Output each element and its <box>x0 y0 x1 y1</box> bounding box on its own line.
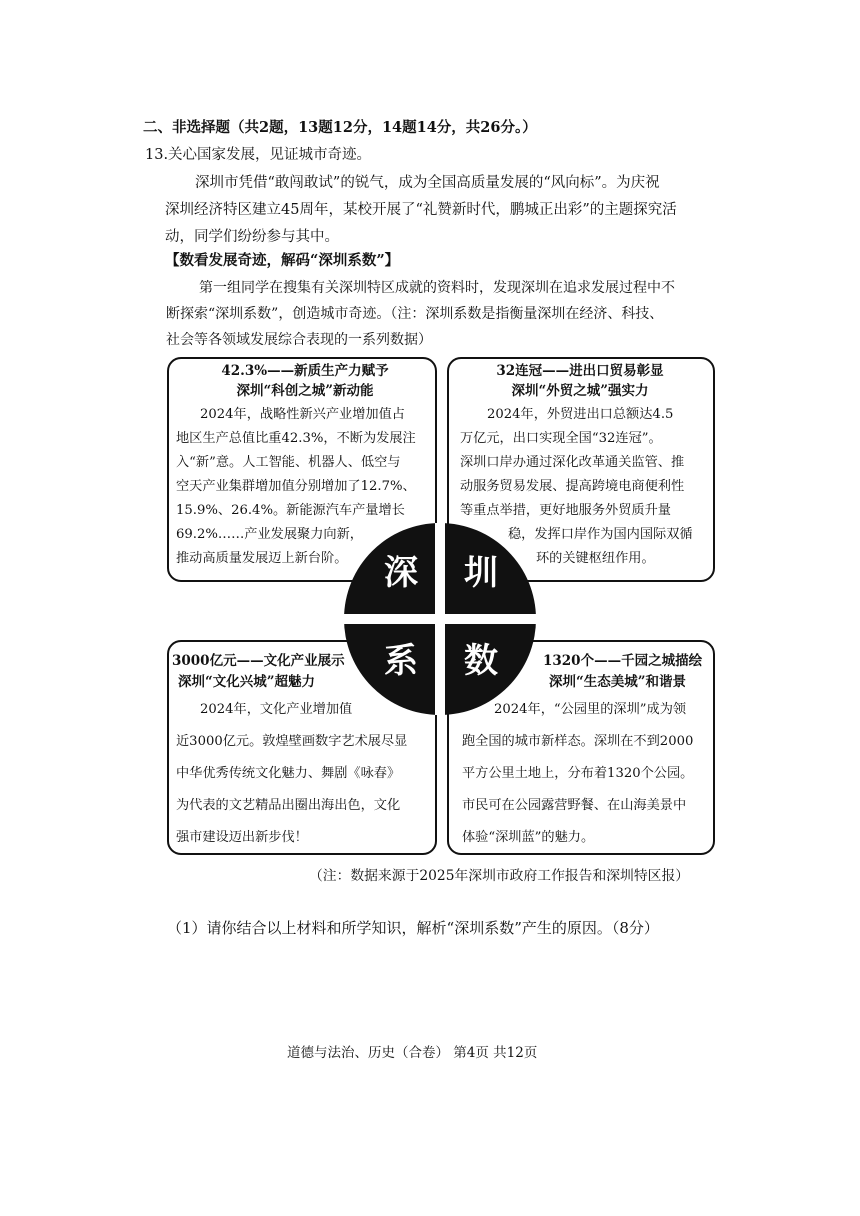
intro-line-2: 深圳经济特区建立45周年，某校开展了“礼赞新时代，鹏城正出彩”的主题探究活 <box>165 202 677 218</box>
panel-top-right-title-2: 深圳“外贸之城”强实力 <box>511 383 649 399</box>
panel-top-left-line: 推动高质量发展迈上新台阶。 <box>176 551 348 566</box>
panel-bottom-left-line: 2024年，文化产业增加值 <box>200 702 353 717</box>
panel-top-left-line: 15.9%、26.4%。新能源汽车产量增长 <box>176 503 405 518</box>
section-heading: 二、非选择题（共2题，13题12分，14题14分，共26分。） <box>143 119 537 136</box>
panel-top-left-line: 69.2%……产业发展聚力向新， <box>176 527 363 542</box>
panel-top-left-title-1: 42.3%——新质生产力赋予 <box>221 363 389 379</box>
panel-top-right-line: 动服务贸易发展、提高跨境电商便利性 <box>460 479 685 494</box>
panel-bottom-left-title-1: 3000亿元——文化产业展示 <box>172 653 345 669</box>
panel-bottom-right-title-1: 1320个——千园之城描绘 <box>543 653 703 669</box>
panel-top-left-line: 2024年，战略性新兴产业增加值占 <box>200 407 405 422</box>
panel-top-right-line: 2024年，外贸进出口总额达4.5 <box>487 407 674 422</box>
intro-line-3: 动，同学们纷纷参与其中。 <box>165 229 339 245</box>
panel-top-right-line: 等重点举措，更好地服务外贸质升量 <box>460 503 671 518</box>
panel-bottom-right-line: 2024年，“公园里的深圳”成为领 <box>494 702 687 717</box>
panel-bottom-left-line: 中华优秀传统文化魅力、舞剧《咏春》 <box>176 766 401 781</box>
quadrant-char-shen: 深 <box>384 553 418 593</box>
panel-bottom-right-title-2: 深圳“生态美城”和谐景 <box>549 674 687 690</box>
panel-bottom-right-line: 跑全国的城市新样态。深圳在不到2000 <box>462 734 694 749</box>
panel-bottom-left-line: 近3000亿元。敦煌壁画数字艺术展尽显 <box>176 734 408 749</box>
quadrant-char-shu: 数 <box>464 641 498 681</box>
panel-bottom-left-title-2: 深圳“文化兴城”超魅力 <box>178 674 316 690</box>
question-title: 13.关心国家发展，见证城市奇迹。 <box>145 147 372 163</box>
panel-top-right-title-1: 32连冠——进出口贸易彰显 <box>496 363 664 379</box>
section-body-line-2: 断探索“深圳系数”，创造城市奇迹。（注：深圳系数是指衡量深圳在经济、科技、 <box>166 306 664 322</box>
panel-top-right-line: 深圳口岸办通过深化改革通关监管、推 <box>460 455 685 470</box>
section-body-line-3: 社会等各领域发展综合表现的一系列数据） <box>166 332 432 348</box>
panel-bottom-right-line: 平方公里土地上，分布着1320个公园。 <box>462 766 694 781</box>
quadrant-circle-graphic <box>344 523 536 715</box>
page-footer: 道德与法治、历史（合卷） 第4页 共12页 <box>287 1045 538 1061</box>
panel-top-left-line: 空天产业集群增加值分别增加了12.7%、 <box>176 479 416 494</box>
center-quadrant-circle <box>344 523 536 715</box>
section-title: 【数看发展奇迹，解码“深圳系数”】 <box>165 252 400 269</box>
source-note: （注：数据来源于2025年深圳市政府工作报告和深圳特区报） <box>309 868 690 884</box>
panel-top-left-line: 地区生产总值比重42.3%，不断为发展注 <box>176 431 416 446</box>
panel-top-right-line: 环的关键枢纽作用。 <box>536 551 655 566</box>
panel-top-left-line: 入“新”意。人工智能、机器人、低空与 <box>176 455 401 470</box>
quadrant-char-zhen: 圳 <box>464 553 498 593</box>
quadrant-char-xi: 系 <box>384 641 418 681</box>
intro-line-1: 深圳市凭借“敢闯敢试”的锐气，成为全国高质量发展的“风向标”。为庆祝 <box>195 175 660 191</box>
section-body-line-1: 第一组同学在搜集有关深圳特区成就的资料时，发现深圳在追求发展过程中不 <box>199 280 675 296</box>
sub-question-1: （1）请你结合以上材料和所学知识，解析“深圳系数”产生的原因。（8分） <box>167 919 659 937</box>
panel-bottom-right-line: 市民可在公园露营野餐、在山海美景中 <box>462 798 687 813</box>
panel-bottom-left-line: 为代表的文艺精品出圈出海出色，文化 <box>176 798 401 813</box>
panel-bottom-left-line: 强市建设迈出新步伐！ <box>176 830 308 845</box>
panel-top-right-line: 万亿元，出口实现全国“32连冠”。 <box>460 431 662 446</box>
panel-top-right-line: 稳，发挥口岸作为国内国际双循 <box>508 527 693 542</box>
panel-bottom-right-line: 体验“深圳蓝”的魅力。 <box>462 830 595 845</box>
panel-top-left-title-2: 深圳“科创之城”新动能 <box>236 383 374 399</box>
